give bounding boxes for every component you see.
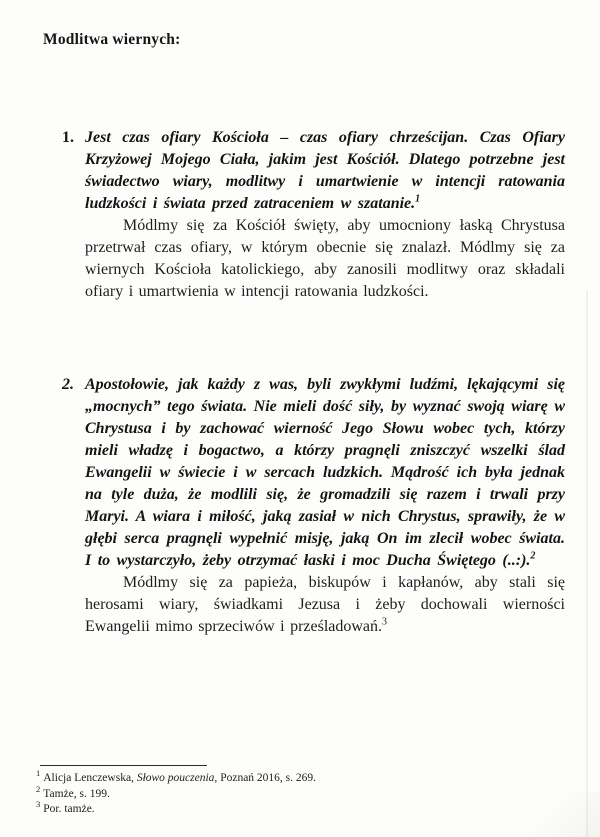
- quote-paragraph: [85, 127, 565, 215]
- response-text: Módlmy się za Kościół święty, aby umocniony łaską Chrystusa przetrwał czas ofiary, w którym obecnie się znalazł. Módlmy się za wiernych Kościoła katolickiego, aby zanosili modlitwy oraz składali ofiary i umartwienia w intencji ratowania ludzkości.: [85, 217, 565, 300]
- footnote-ref: 1: [415, 193, 421, 205]
- footnote-text-italic: Słowo pouczenia,: [136, 772, 218, 784]
- item-body: [85, 374, 565, 638]
- quote-text: Jest czas ofiary Kościoła – czas ofiary chrześcijan. Czas Ofiary Krzyżowej Mojego Ciała, jakim jest Kościół. Dlatego potrzebne jest świadectwo wiary, modlitwy i umartwienie w intencji ratowania ludzkości i świata przed zatraceniem w szatanie.: [85, 129, 565, 212]
- item-body: [85, 127, 565, 303]
- response-paragraph: [85, 572, 565, 638]
- footnote-marker: 2: [36, 783, 41, 794]
- footnote-text: Alicja Lenczewska,: [43, 772, 137, 784]
- item-number: 2.: [62, 376, 74, 393]
- page-title: Modlitwa wiernych:: [43, 31, 181, 48]
- prayer-item-1: [62, 127, 565, 303]
- footnote-ref: 2: [530, 550, 536, 562]
- footnote-marker: 1: [36, 768, 41, 779]
- footnote-3: [36, 799, 561, 818]
- footnote-text: Tamże, s. 199.: [43, 787, 110, 800]
- quote-text: Apostołowie, jak każdy z was, byli zwykłymi ludźmi, lękającymi się „mocnych” tego świata. Nie mieli dość siły, by wyznać swoją wiarę w Chrystusa i by zachować wierność Jego Słowu wobec tych, którzy mieli władzę i bogactwo, a którzy pragnęli zniszczyć wszelki ślad Ewangelii w świecie i w sercach ludzkich. Mądrość ich była jednak na tyle duża, że modlili się, że gromadzili się razem i trwali przy Maryi. A wiara i miłość, jaką zasiał w nich Chrystus, sprawiły, że w głębi serca pragnęli wypełnić misję, jaką On im zlecił wobec świata. I to wystarczyło, żeby otrzymać łaski i moc Ducha Świętego (..:).: [85, 376, 565, 569]
- response-paragraph: [85, 215, 565, 303]
- footnote-text: Por. tamże.: [43, 803, 95, 815]
- scan-artifact-line: [586, 290, 588, 837]
- quote-paragraph: [85, 374, 565, 572]
- footnote-ref: 3: [382, 616, 388, 628]
- footnote-marker: 3: [36, 799, 41, 810]
- footnote-2: [36, 783, 561, 803]
- footnote-1: [36, 768, 561, 787]
- scan-artifact-shadow: [500, 792, 600, 837]
- prayer-item-2: [62, 374, 565, 638]
- footnote-separator: [40, 765, 207, 766]
- footnotes-section: [36, 765, 561, 818]
- footnote-text: Poznań 2016, s. 269.: [217, 772, 317, 784]
- response-text: Módlmy się za papieża, biskupów i kapłanów, aby stali się herosami wiary, świadkami Jezusa i żeby dochowali wierności Ewangelii mimo sprzeciwów i prześladowań.: [85, 574, 565, 635]
- item-number: 1.: [62, 129, 74, 146]
